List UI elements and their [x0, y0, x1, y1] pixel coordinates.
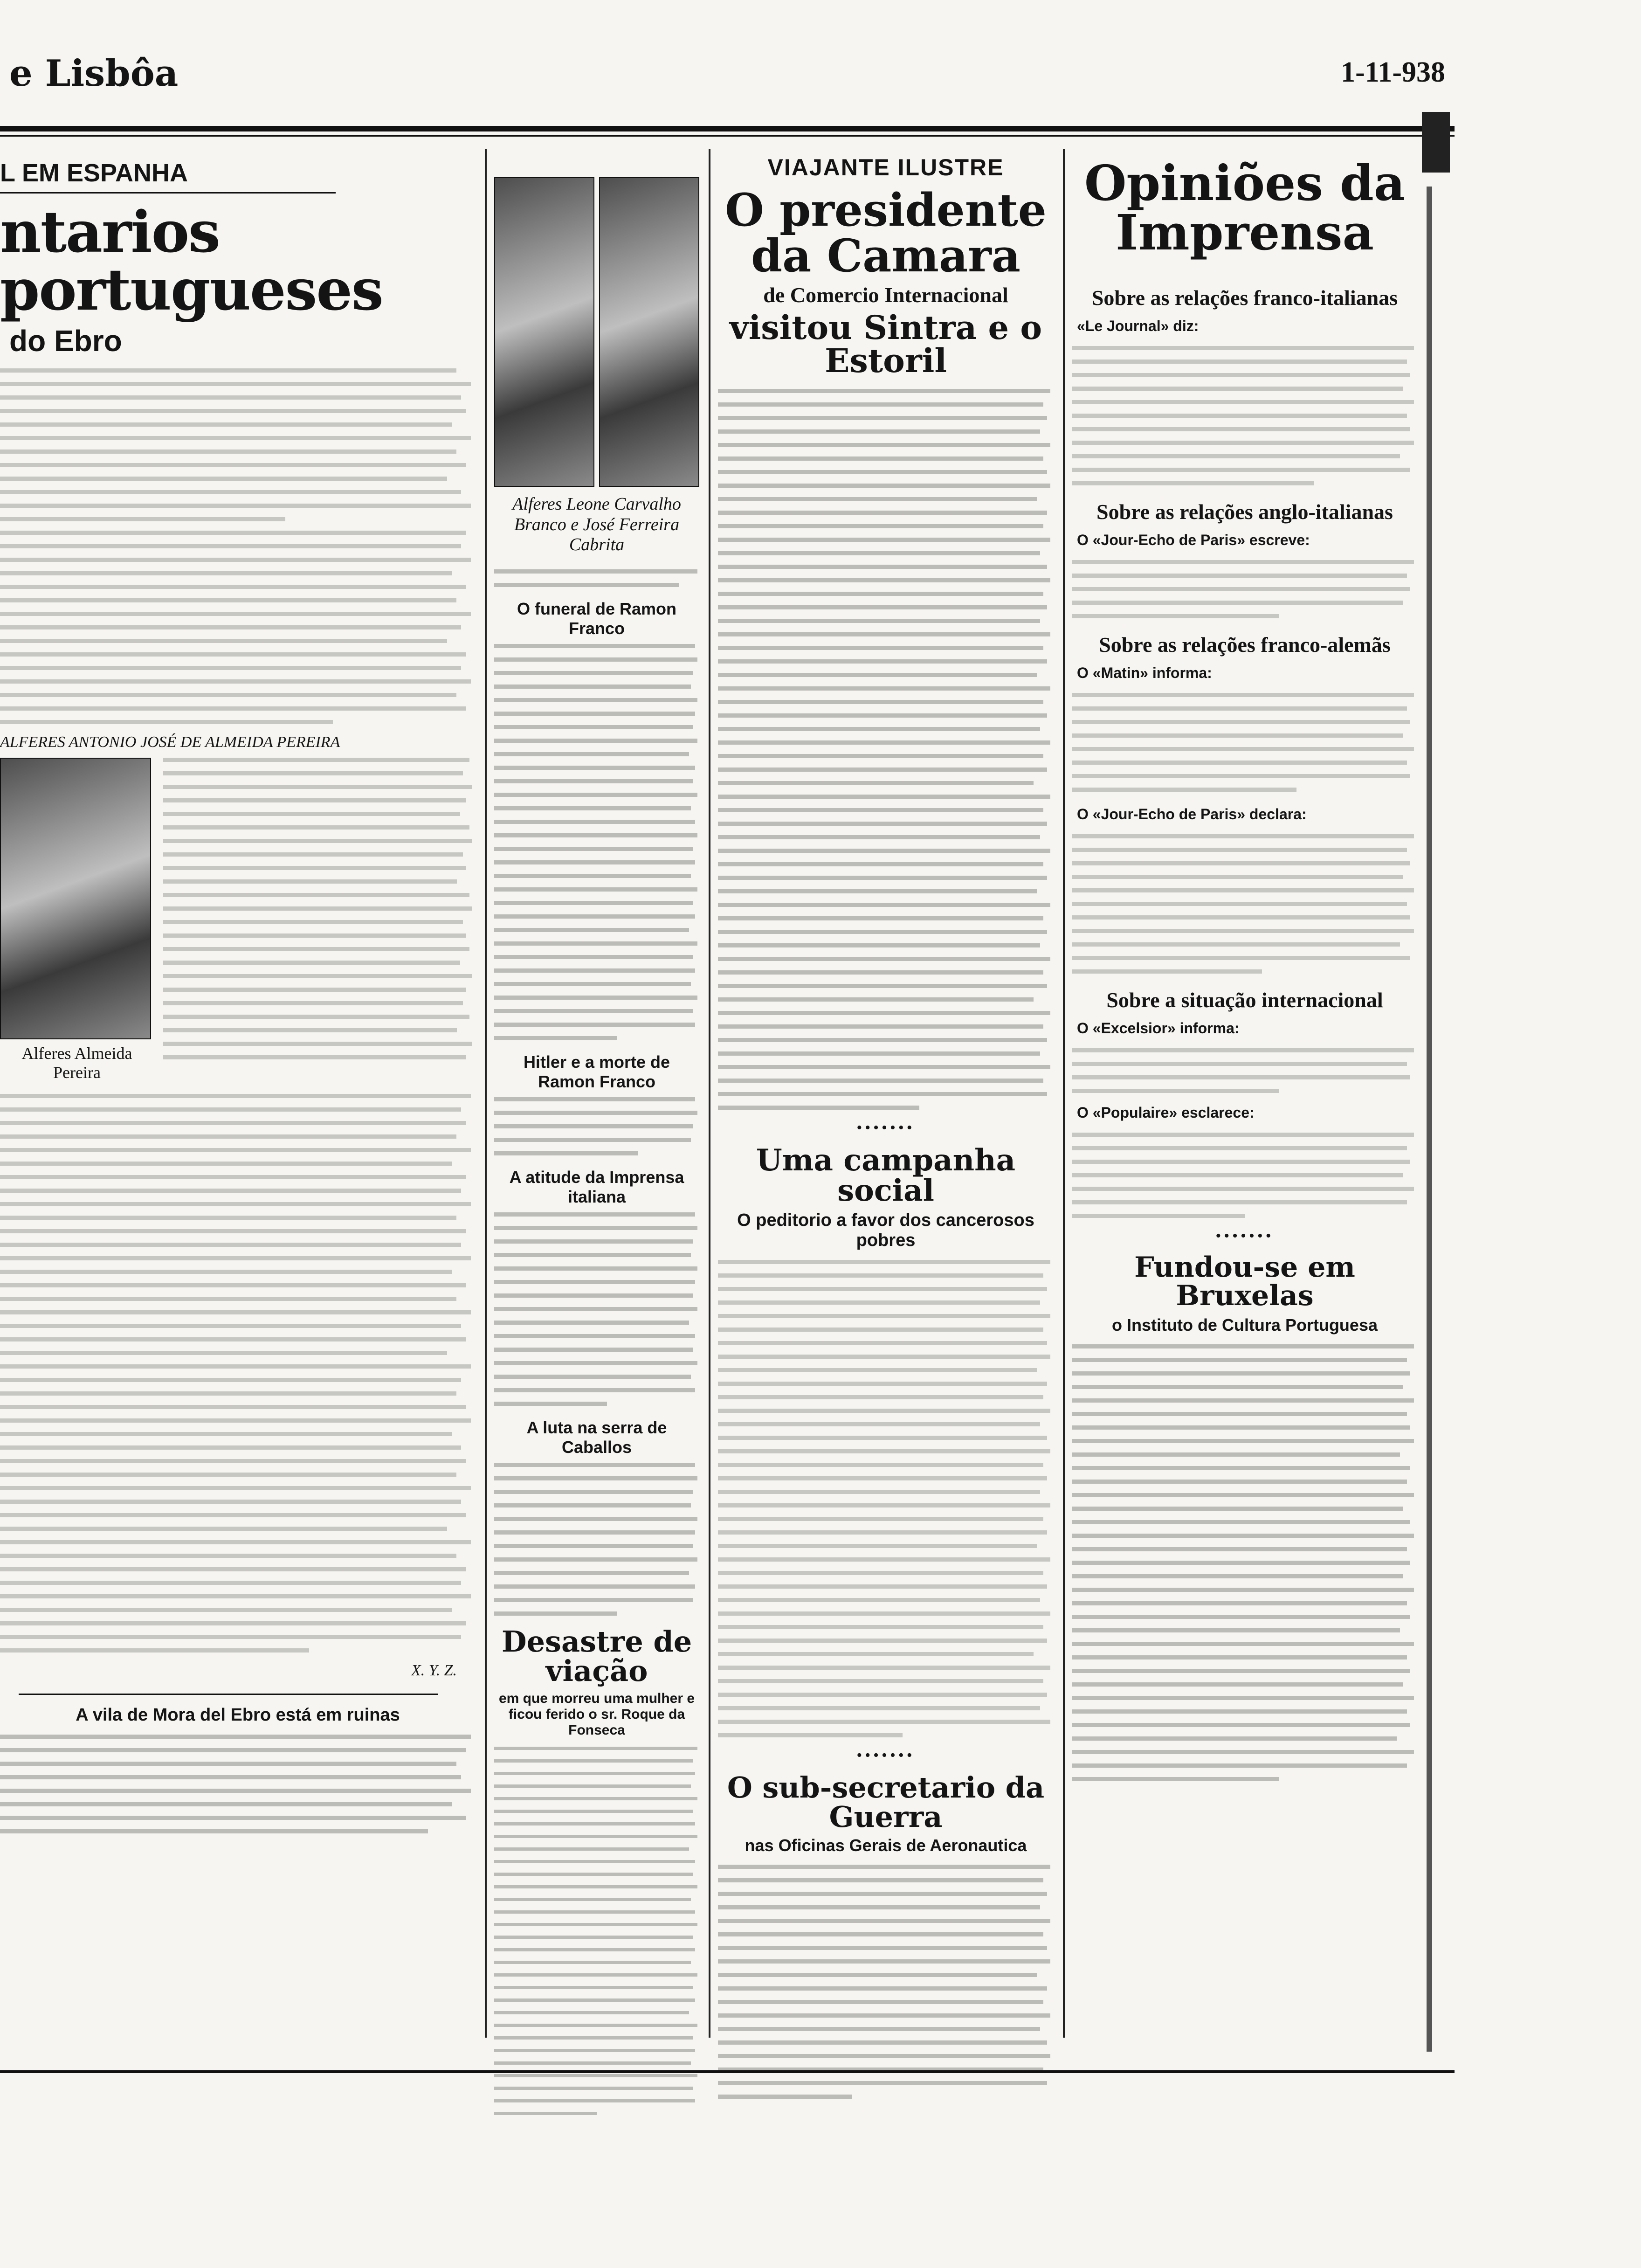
opinion-section-title: Sobre as relações franco-italianas [1091, 286, 1398, 310]
signature: X. Y. Z. [411, 1661, 457, 1679]
separator-dots: ••••••• [856, 1747, 915, 1764]
portrait-photo-right [599, 177, 699, 487]
section-kicker: L EM ESPANHA [0, 159, 188, 187]
opinion-source: O «Jour-Echo de Paris» escreve: [1077, 532, 1310, 549]
photo-pair [494, 177, 699, 487]
masthead-rule-thin [0, 135, 1455, 137]
newspaper-title: e Lisbôa [9, 52, 179, 95]
guerra-subheadline: nas Oficinas Gerais de Aeronautica [745, 1835, 1027, 1855]
box-body [0, 1735, 476, 1833]
opinion-body [1072, 1048, 1417, 1093]
box-headline: A vila de Mora del Ebro está em ruinas [76, 1705, 400, 1725]
column-divider [485, 149, 487, 2038]
campanha-subheadline: O peditorio a favor dos cancerosos pobres [737, 1210, 1034, 1251]
bruxelas-headline: Fundou-se em Bruxelas [1134, 1251, 1355, 1313]
opinion-source: O «Jour-Echo de Paris» declara: [1077, 806, 1307, 823]
column-divider [709, 149, 710, 2038]
article-body-1 [0, 368, 476, 724]
bruxelas-subheadline: o Instituto de Cultura Portuguesa [1111, 1315, 1378, 1335]
body-guerra [718, 1865, 1054, 2099]
body-caballos [494, 1463, 699, 1616]
opinion-source: O «Matin» informa: [1077, 664, 1212, 682]
photo-caption: Alferes Almeida Pereira [21, 1044, 132, 1082]
guerra-headline: O sub-secretario da Guerra [727, 1770, 1045, 1834]
opinion-source: O «Excelsior» informa: [1077, 1020, 1240, 1037]
campanha-headline: Uma campanha social [756, 1142, 1016, 1208]
scan-mark [1422, 112, 1450, 173]
body-hitler [494, 1097, 699, 1155]
masthead-rule [0, 126, 1455, 131]
column-press-opinions [1072, 140, 1417, 1791]
portrait-photo [0, 758, 151, 1039]
column-news [494, 140, 699, 2124]
section-funeral: O funeral de Ramon Franco [517, 599, 677, 638]
opinion-source: «Le Journal» diz: [1077, 318, 1199, 335]
opinion-body [1072, 346, 1417, 485]
desastre-headline: Desastre de viação [501, 1625, 692, 1688]
section-hitler: Hitler e a morte de Ramon Franco [523, 1052, 670, 1092]
body-bruxelas [1072, 1344, 1417, 1781]
section-caballos: A luta na serra de Caballos [526, 1418, 667, 1457]
body-imprensa [494, 1212, 699, 1406]
opinion-section-title: Sobre as relações franco-alemãs [1099, 633, 1391, 657]
article-subheadline: de Comercio Internacional [763, 283, 1008, 307]
article-body-2 [163, 758, 476, 1083]
article-headline: Opiniões da Imprensa [1084, 154, 1406, 262]
opinion-section-title: Sobre a situação internacional [1106, 988, 1383, 1012]
masthead [0, 42, 1455, 98]
kicker-rule [0, 192, 336, 194]
sub-head-2: ALFERES ANTONIO JOSÉ DE ALMEIDA PEREIRA [0, 733, 340, 751]
opinion-body [1072, 1133, 1417, 1218]
opinion-body [1072, 693, 1417, 792]
opinion-body [1072, 560, 1417, 618]
photo-block [0, 758, 154, 1083]
box-rule [19, 1694, 438, 1695]
desastre-subheadline: em que morreu uma mulher e ficou ferido o sr. Roque da Fonseca [498, 1690, 695, 1738]
opinion-section-title: Sobre as relações anglo-italianas [1096, 500, 1393, 524]
portrait-photo-left [494, 177, 594, 487]
body-desastre [494, 1747, 699, 2115]
separator-dots: ••••••• [1215, 1227, 1274, 1245]
photo-and-text [0, 758, 476, 1083]
column-war-article [0, 140, 476, 1843]
body-campanha [718, 1260, 1054, 1737]
section-imprensa: A atitude da Imprensa italiana [509, 1168, 684, 1207]
bottom-rule [0, 2070, 1455, 2073]
article-headline: O presidente da Camara [725, 184, 1047, 282]
article-headline-2: visitou Sintra e o Estoril [729, 308, 1042, 380]
section-kicker: VIAJANTE ILUSTRE [767, 154, 1004, 180]
separator-dots: ••••••• [856, 1119, 915, 1136]
column-visit [718, 140, 1054, 2108]
opinion-body [1072, 834, 1417, 974]
opinion-source: O «Populaire» esclarece: [1077, 1104, 1255, 1121]
scan-edge [1427, 187, 1432, 2052]
column-divider [1063, 149, 1065, 2038]
article-subheadline: do Ebro [9, 324, 122, 358]
article-body-3 [0, 1094, 476, 1653]
body-visit [718, 389, 1054, 1110]
body-top [494, 569, 699, 587]
body-funeral [494, 644, 699, 1040]
issue-date: 1-11-938 [1341, 56, 1445, 88]
article-headline: ntarios portugueses [0, 198, 383, 324]
photo-caption: Alferes Leone Carvalho Branco e José Ferreira Cabrita [512, 494, 681, 555]
